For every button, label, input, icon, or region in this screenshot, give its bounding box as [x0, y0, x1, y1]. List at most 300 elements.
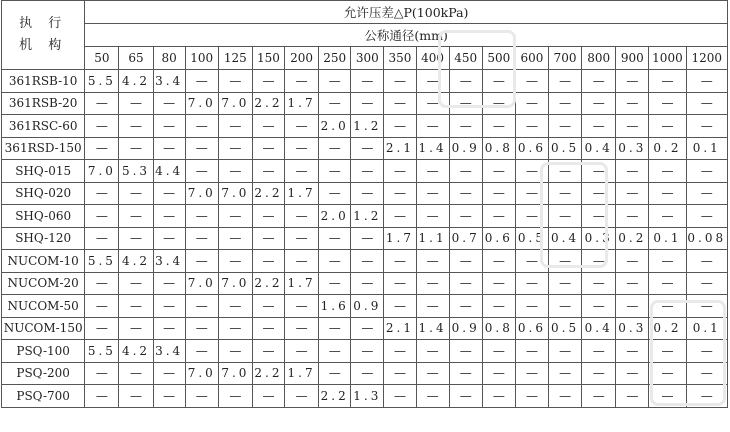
- pressure-value-cell: —: [549, 250, 582, 273]
- pressure-value-cell: —: [252, 250, 284, 273]
- pressure-value-cell: —: [582, 205, 616, 228]
- pressure-value-cell: —: [449, 115, 482, 138]
- pressure-value-cell: 0.9: [351, 295, 384, 318]
- pressure-value-cell: —: [582, 362, 616, 385]
- pressure-value-cell: —: [616, 295, 649, 318]
- pressure-value-cell: 1.7: [285, 92, 319, 115]
- diameter-row: [2, 47, 728, 70]
- pressure-value-cell: —: [616, 340, 649, 363]
- pressure-value-cell: —: [285, 340, 319, 363]
- pressure-value-cell: —: [252, 137, 284, 160]
- pressure-value-cell: —: [616, 385, 649, 408]
- pressure-value-cell: 0.3: [616, 317, 649, 340]
- pressure-value-cell: —: [384, 362, 416, 385]
- pressure-value-cell: —: [686, 160, 727, 183]
- pressure-value-cell: —: [686, 295, 727, 318]
- pressure-value-cell: 0.3: [582, 227, 616, 250]
- pressure-value-cell: 7.0: [218, 92, 252, 115]
- table-row: [2, 317, 728, 340]
- pressure-value-cell: —: [218, 137, 252, 160]
- diameter-cell: 600: [515, 47, 548, 70]
- pressure-value-cell: —: [686, 340, 727, 363]
- diameter-cell: 200: [285, 47, 319, 70]
- pressure-value-cell: —: [218, 295, 252, 318]
- pressure-value-cell: —: [549, 205, 582, 228]
- table-row: [2, 250, 728, 273]
- pressure-value-cell: —: [416, 160, 449, 183]
- pressure-value-cell: —: [85, 227, 119, 250]
- pressure-value-cell: —: [319, 272, 351, 295]
- table-row: [2, 340, 728, 363]
- pressure-value-cell: 7.0: [218, 362, 252, 385]
- pressure-value-cell: —: [351, 317, 384, 340]
- pressure-value-cell: —: [285, 317, 319, 340]
- pressure-value-cell: 1.2: [351, 115, 384, 138]
- pressure-value-cell: —: [416, 272, 449, 295]
- pressure-value-cell: 1.2: [351, 205, 384, 228]
- pressure-value-cell: —: [482, 272, 515, 295]
- diameter-cell: 100: [185, 47, 218, 70]
- diameter-cell: 1000: [649, 47, 686, 70]
- actuator-model-cell: 361RSC-60: [2, 115, 85, 138]
- pressure-value-cell: 2.0: [319, 115, 351, 138]
- pressure-value-cell: —: [482, 160, 515, 183]
- pressure-value-cell: 3.4: [153, 340, 185, 363]
- pressure-value-cell: —: [185, 295, 218, 318]
- pressure-value-cell: —: [449, 205, 482, 228]
- pressure-value-cell: —: [416, 70, 449, 93]
- pressure-value-cell: 1.4: [416, 137, 449, 160]
- pressure-value-cell: —: [384, 182, 416, 205]
- pressure-value-cell: —: [319, 70, 351, 93]
- pressure-value-cell: —: [515, 362, 548, 385]
- pressure-value-cell: —: [119, 137, 153, 160]
- pressure-value-cell: —: [351, 92, 384, 115]
- pressure-value-cell: —: [285, 115, 319, 138]
- pressure-value-cell: —: [515, 340, 548, 363]
- pressure-value-cell: —: [252, 295, 284, 318]
- table-row: [2, 70, 728, 93]
- pressure-value-cell: —: [252, 340, 284, 363]
- pressure-value-cell: —: [449, 362, 482, 385]
- pressure-value-cell: —: [649, 182, 686, 205]
- pressure-value-cell: —: [416, 385, 449, 408]
- pressure-value-cell: —: [686, 385, 727, 408]
- diameter-cell: 50: [85, 47, 119, 70]
- pressure-value-cell: —: [515, 205, 548, 228]
- pressure-value-cell: 0.8: [482, 137, 515, 160]
- pressure-value-cell: —: [549, 92, 582, 115]
- pressure-value-cell: —: [616, 362, 649, 385]
- pressure-value-cell: —: [119, 385, 153, 408]
- pressure-value-cell: —: [686, 250, 727, 273]
- table-row: [2, 272, 728, 295]
- pressure-value-cell: —: [285, 385, 319, 408]
- actuator-model-cell: SHQ-120: [2, 227, 85, 250]
- pressure-value-cell: —: [616, 70, 649, 93]
- pressure-value-cell: —: [119, 317, 153, 340]
- pressure-value-cell: —: [515, 385, 548, 408]
- pressure-value-cell: —: [285, 160, 319, 183]
- pressure-value-cell: —: [153, 272, 185, 295]
- pressure-value-cell: —: [482, 92, 515, 115]
- pressure-value-cell: —: [252, 385, 284, 408]
- pressure-value-cell: 7.0: [218, 272, 252, 295]
- pressure-value-cell: —: [285, 295, 319, 318]
- table-row: [2, 362, 728, 385]
- pressure-value-cell: 3.4: [153, 250, 185, 273]
- pressure-value-cell: —: [119, 227, 153, 250]
- pressure-value-cell: —: [319, 160, 351, 183]
- diameter-cell: 65: [119, 47, 153, 70]
- pressure-value-cell: —: [649, 385, 686, 408]
- pressure-value-cell: —: [549, 70, 582, 93]
- pressure-value-cell: 5.5: [85, 250, 119, 273]
- pressure-value-cell: —: [218, 205, 252, 228]
- pressure-value-cell: 2.0: [319, 205, 351, 228]
- table-row: [2, 205, 728, 228]
- pressure-value-cell: —: [384, 115, 416, 138]
- pressure-value-cell: —: [649, 205, 686, 228]
- pressure-value-cell: —: [482, 250, 515, 273]
- pressure-value-cell: 0.5: [549, 317, 582, 340]
- actuator-header-cell: [2, 1, 85, 70]
- actuator-header-line1: 执 行: [19, 16, 68, 31]
- pressure-value-cell: —: [515, 70, 548, 93]
- pressure-value-cell: —: [649, 115, 686, 138]
- table-row: [2, 295, 728, 318]
- pressure-value-cell: —: [649, 92, 686, 115]
- pressure-value-cell: —: [582, 92, 616, 115]
- pressure-value-cell: 0.6: [482, 227, 515, 250]
- pressure-value-cell: —: [582, 160, 616, 183]
- pressure-value-cell: 5.5: [85, 340, 119, 363]
- pressure-value-cell: —: [686, 205, 727, 228]
- actuator-model-cell: NUCOM-150: [2, 317, 85, 340]
- table-row: [2, 92, 728, 115]
- pressure-value-cell: —: [85, 317, 119, 340]
- pressure-value-cell: —: [351, 362, 384, 385]
- pressure-value-cell: —: [515, 160, 548, 183]
- pressure-value-cell: 2.2: [252, 182, 284, 205]
- pressure-value-cell: —: [549, 272, 582, 295]
- pressure-value-cell: 2.1: [384, 137, 416, 160]
- pressure-value-cell: 4.2: [119, 70, 153, 93]
- pressure-value-cell: 4.2: [119, 340, 153, 363]
- diameter-cell: 80: [153, 47, 185, 70]
- pressure-value-cell: —: [85, 385, 119, 408]
- pressure-value-cell: —: [85, 182, 119, 205]
- table-row: [2, 182, 728, 205]
- pressure-value-cell: —: [515, 92, 548, 115]
- pressure-value-cell: —: [616, 160, 649, 183]
- pressure-value-cell: —: [319, 317, 351, 340]
- pressure-value-cell: 7.0: [218, 182, 252, 205]
- pressure-value-cell: —: [252, 115, 284, 138]
- pressure-value-cell: —: [319, 137, 351, 160]
- pressure-value-cell: —: [384, 70, 416, 93]
- pressure-value-cell: —: [218, 385, 252, 408]
- table-row: [2, 115, 728, 138]
- pressure-value-cell: —: [686, 182, 727, 205]
- pressure-value-cell: —: [351, 160, 384, 183]
- actuator-model-cell: PSQ-200: [2, 362, 85, 385]
- pressure-value-cell: —: [449, 92, 482, 115]
- pressure-value-cell: —: [449, 70, 482, 93]
- pressure-value-cell: —: [416, 115, 449, 138]
- pressure-value-cell: —: [416, 92, 449, 115]
- pressure-value-cell: —: [119, 115, 153, 138]
- pressure-value-cell: 3.4: [153, 70, 185, 93]
- pressure-value-cell: —: [252, 227, 284, 250]
- pressure-value-cell: —: [252, 317, 284, 340]
- pressure-value-cell: —: [185, 137, 218, 160]
- pressure-value-cell: —: [515, 250, 548, 273]
- pressure-value-cell: —: [153, 295, 185, 318]
- pressure-value-cell: —: [549, 160, 582, 183]
- pressure-value-cell: 7.0: [185, 92, 218, 115]
- pressure-value-cell: —: [582, 340, 616, 363]
- diameter-cell: 900: [616, 47, 649, 70]
- pressure-value-cell: —: [218, 250, 252, 273]
- pressure-value-cell: —: [482, 295, 515, 318]
- pressure-value-cell: —: [549, 182, 582, 205]
- pressure-value-cell: —: [686, 272, 727, 295]
- pressure-value-cell: —: [549, 115, 582, 138]
- pressure-value-cell: —: [384, 272, 416, 295]
- pressure-value-cell: —: [549, 385, 582, 408]
- pressure-value-cell: 0.08: [686, 227, 727, 250]
- pressure-value-cell: —: [686, 92, 727, 115]
- actuator-model-cell: 361RSD-150: [2, 137, 85, 160]
- pressure-value-cell: 4.4: [153, 160, 185, 183]
- diameter-cell: 250: [319, 47, 351, 70]
- pressure-value-cell: —: [549, 340, 582, 363]
- pressure-value-cell: —: [616, 205, 649, 228]
- actuator-model-cell: 361RSB-10: [2, 70, 85, 93]
- pressure-value-cell: —: [153, 227, 185, 250]
- pressure-value-cell: —: [649, 70, 686, 93]
- diameter-cell: 125: [218, 47, 252, 70]
- diameter-cell: 400: [416, 47, 449, 70]
- pressure-value-cell: —: [119, 272, 153, 295]
- diameter-header: 公称通径(mm): [85, 24, 728, 47]
- diameter-cell: 1200: [686, 47, 727, 70]
- pressure-value-cell: —: [85, 115, 119, 138]
- pressure-value-cell: —: [384, 295, 416, 318]
- pressure-value-cell: —: [185, 317, 218, 340]
- pressure-value-cell: —: [351, 137, 384, 160]
- pressure-value-cell: —: [218, 227, 252, 250]
- pressure-value-cell: 1.7: [384, 227, 416, 250]
- pressure-value-cell: 1.6: [319, 295, 351, 318]
- pressure-value-cell: —: [285, 70, 319, 93]
- pressure-value-cell: —: [449, 160, 482, 183]
- pressure-value-cell: 2.1: [384, 317, 416, 340]
- pressure-value-cell: —: [482, 205, 515, 228]
- pressure-value-cell: —: [616, 250, 649, 273]
- pressure-value-cell: —: [319, 182, 351, 205]
- pressure-value-cell: —: [153, 317, 185, 340]
- pressure-value-cell: —: [351, 227, 384, 250]
- pressure-value-cell: —: [649, 160, 686, 183]
- pressure-value-cell: —: [185, 385, 218, 408]
- pressure-value-cell: —: [449, 295, 482, 318]
- pressure-value-cell: —: [119, 205, 153, 228]
- pressure-value-cell: —: [119, 295, 153, 318]
- diameter-cell: 700: [549, 47, 582, 70]
- pressure-value-cell: —: [449, 272, 482, 295]
- pressure-value-cell: —: [416, 250, 449, 273]
- pressure-value-cell: —: [285, 137, 319, 160]
- pressure-value-cell: 0.4: [549, 227, 582, 250]
- table-row: [2, 385, 728, 408]
- pressure-value-cell: —: [185, 205, 218, 228]
- pressure-value-cell: —: [482, 115, 515, 138]
- pressure-value-cell: 2.2: [252, 92, 284, 115]
- pressure-header: 允许压差△P(100kPa): [85, 1, 728, 24]
- actuator-model-cell: 361RSB-20: [2, 92, 85, 115]
- actuator-header-line2: 机 构: [19, 38, 68, 53]
- pressure-value-cell: —: [482, 182, 515, 205]
- pressure-value-cell: —: [582, 115, 616, 138]
- pressure-value-cell: —: [153, 205, 185, 228]
- pressure-value-cell: —: [549, 362, 582, 385]
- pressure-value-cell: 0.9: [449, 317, 482, 340]
- pressure-value-cell: 7.0: [185, 272, 218, 295]
- diameter-cell: 300: [351, 47, 384, 70]
- pressure-value-cell: —: [686, 115, 727, 138]
- pressure-value-cell: —: [384, 340, 416, 363]
- pressure-value-cell: —: [449, 182, 482, 205]
- actuator-model-cell: SHQ-015: [2, 160, 85, 183]
- pressure-value-cell: —: [416, 295, 449, 318]
- pressure-value-cell: —: [252, 205, 284, 228]
- pressure-value-cell: 7.0: [185, 182, 218, 205]
- pressure-value-cell: —: [153, 182, 185, 205]
- pressure-value-cell: —: [85, 272, 119, 295]
- pressure-value-cell: —: [218, 340, 252, 363]
- pressure-value-cell: —: [384, 250, 416, 273]
- pressure-value-cell: 5.3: [119, 160, 153, 183]
- pressure-value-cell: —: [449, 385, 482, 408]
- pressure-value-cell: 0.2: [616, 227, 649, 250]
- pressure-value-cell: 7.0: [185, 362, 218, 385]
- pressure-value-cell: —: [351, 340, 384, 363]
- pressure-value-cell: —: [482, 362, 515, 385]
- pressure-value-cell: —: [153, 92, 185, 115]
- pressure-value-cell: —: [351, 70, 384, 93]
- table-row: [2, 227, 728, 250]
- pressure-value-cell: —: [319, 340, 351, 363]
- actuator-model-cell: PSQ-100: [2, 340, 85, 363]
- pressure-value-cell: 0.4: [582, 137, 616, 160]
- pressure-value-cell: —: [686, 70, 727, 93]
- pressure-value-cell: —: [515, 295, 548, 318]
- pressure-value-cell: 1.7: [285, 182, 319, 205]
- pressure-value-cell: —: [351, 182, 384, 205]
- pressure-value-cell: —: [285, 227, 319, 250]
- pressure-value-cell: 0.1: [686, 137, 727, 160]
- pressure-value-cell: —: [153, 137, 185, 160]
- pressure-value-cell: —: [185, 340, 218, 363]
- pressure-value-cell: 7.0: [85, 160, 119, 183]
- actuator-model-cell: NUCOM-50: [2, 295, 85, 318]
- pressure-value-cell: —: [319, 362, 351, 385]
- pressure-value-cell: —: [482, 340, 515, 363]
- pressure-value-cell: —: [384, 385, 416, 408]
- actuator-model-cell: PSQ-700: [2, 385, 85, 408]
- pressure-value-cell: —: [185, 160, 218, 183]
- table-body: [2, 70, 728, 408]
- pressure-value-cell: —: [85, 295, 119, 318]
- pressure-value-cell: —: [351, 250, 384, 273]
- pressure-value-cell: 0.4: [582, 317, 616, 340]
- pressure-value-cell: 0.5: [549, 137, 582, 160]
- pressure-value-cell: 0.7: [449, 227, 482, 250]
- pressure-value-cell: 0.9: [449, 137, 482, 160]
- pressure-value-cell: 0.1: [686, 317, 727, 340]
- pressure-value-cell: —: [153, 385, 185, 408]
- pressure-value-cell: —: [153, 115, 185, 138]
- pressure-value-cell: —: [582, 250, 616, 273]
- pressure-value-cell: —: [616, 272, 649, 295]
- pressure-value-cell: —: [319, 227, 351, 250]
- pressure-value-cell: —: [449, 340, 482, 363]
- actuator-model-cell: NUCOM-10: [2, 250, 85, 273]
- pressure-value-cell: —: [686, 362, 727, 385]
- pressure-value-cell: —: [416, 340, 449, 363]
- pressure-value-cell: —: [218, 70, 252, 93]
- pressure-value-cell: —: [649, 272, 686, 295]
- pressure-value-cell: 2.2: [252, 272, 284, 295]
- pressure-value-cell: —: [319, 92, 351, 115]
- pressure-value-cell: —: [482, 70, 515, 93]
- pressure-value-cell: 1.7: [285, 272, 319, 295]
- pressure-value-cell: —: [85, 137, 119, 160]
- pressure-value-cell: —: [85, 362, 119, 385]
- pressure-value-cell: —: [616, 115, 649, 138]
- pressure-value-cell: 2.2: [252, 362, 284, 385]
- pressure-value-cell: —: [351, 272, 384, 295]
- table-row: [2, 137, 728, 160]
- pressure-value-cell: 0.2: [649, 137, 686, 160]
- pressure-value-cell: —: [218, 160, 252, 183]
- pressure-value-cell: —: [515, 272, 548, 295]
- pressure-value-cell: —: [449, 250, 482, 273]
- pressure-value-cell: —: [649, 340, 686, 363]
- pressure-value-cell: —: [649, 295, 686, 318]
- pressure-value-cell: —: [515, 115, 548, 138]
- pressure-value-cell: 0.1: [649, 227, 686, 250]
- pressure-value-cell: —: [515, 182, 548, 205]
- actuator-model-cell: NUCOM-20: [2, 272, 85, 295]
- pressure-value-cell: —: [616, 92, 649, 115]
- pressure-value-cell: —: [218, 115, 252, 138]
- pressure-value-cell: —: [416, 182, 449, 205]
- pressure-value-cell: —: [649, 250, 686, 273]
- pressure-value-cell: —: [384, 92, 416, 115]
- pressure-value-cell: —: [582, 272, 616, 295]
- pressure-value-cell: —: [616, 182, 649, 205]
- pressure-value-cell: 0.3: [616, 137, 649, 160]
- pressure-value-cell: —: [384, 205, 416, 228]
- pressure-value-cell: —: [482, 385, 515, 408]
- pressure-value-cell: 1.3: [351, 385, 384, 408]
- pressure-value-cell: 0.2: [649, 317, 686, 340]
- table-row: [2, 160, 728, 183]
- diameter-cell: 350: [384, 47, 416, 70]
